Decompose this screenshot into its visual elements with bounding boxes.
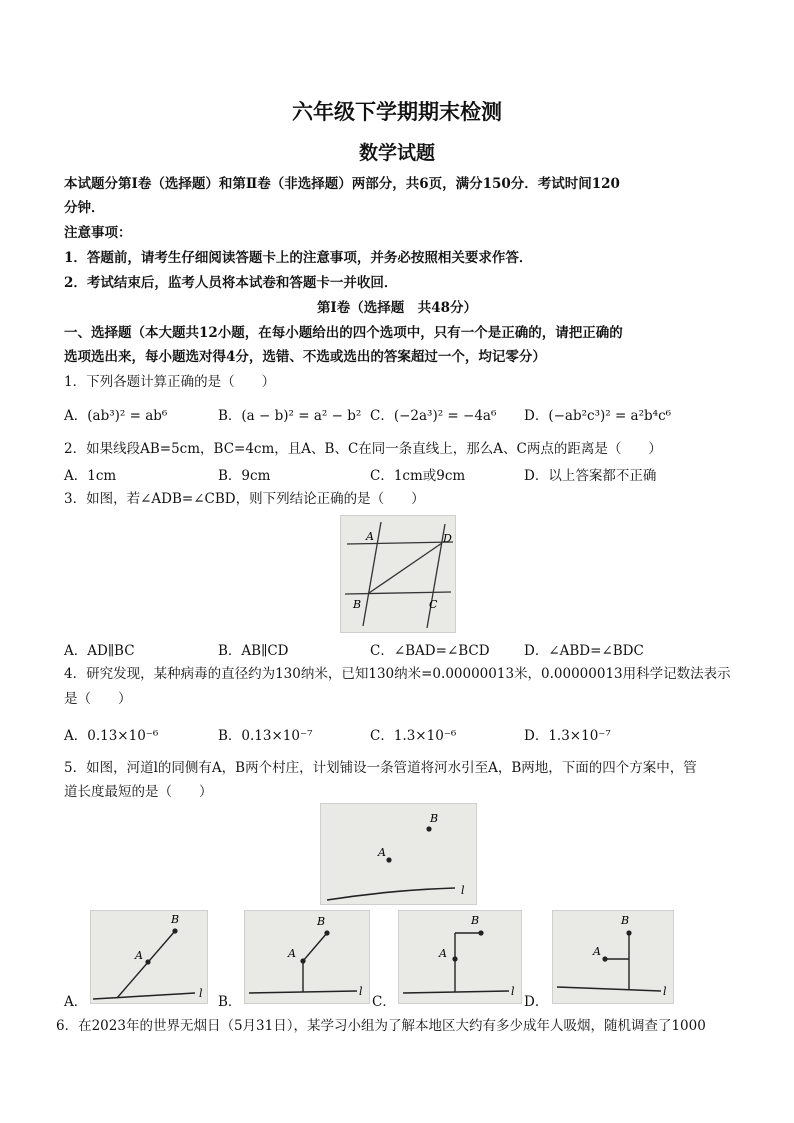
q6-stem: 6．在2023年的世界无烟日（5月31日），某学习小组为了解本地区大约有多少成年人吸烟，随机调查了1000	[56, 1018, 706, 1034]
q2-option-b: B．9cm	[218, 468, 271, 484]
q5b-label-b: B	[317, 915, 326, 928]
q5a-label-a: A	[135, 949, 143, 962]
q2-option-c: C．1cm或9cm	[370, 468, 466, 484]
intro-line-2: 分钟．	[64, 200, 105, 216]
q5a-label-b: B	[171, 913, 180, 926]
q3-option-b: B．AB∥CD	[218, 643, 289, 659]
q1-option-d: D．(−ab²c³)² = a²b⁴c⁶	[524, 408, 672, 424]
q5d-label-l: l	[663, 985, 667, 998]
notes-heading: 注意事项：	[64, 225, 132, 241]
q4-option-a: A．0.13×10⁻⁶	[64, 728, 159, 744]
q4-option-c: C．1.3×10⁻⁶	[370, 728, 457, 744]
q1-option-c: C．(−2a³)² = −4a⁶	[370, 408, 497, 424]
q5-option-d-label: D．	[524, 994, 549, 1010]
intro-line-1: 本试题分第Ⅰ卷（选择题）和第Ⅱ卷（非选择题）两部分，共6页，满分150分．考试时间120	[64, 176, 620, 192]
page-subtitle: 数学试题	[358, 142, 435, 164]
note-2: 2．考试结束后，监考人员将本试卷和答题卡一并收回．	[64, 275, 398, 291]
q3-stem: 3．如图，若∠ADB=∠CBD，则下列结论正确的是（ ）	[64, 491, 425, 507]
q5-label-b: B	[430, 812, 439, 825]
part1-heading: 第Ⅰ卷（选择题 共48分）	[316, 300, 478, 316]
q5-option-a-label: A．	[64, 994, 88, 1010]
q3-option-a: A．AD∥BC	[64, 643, 135, 659]
q5-option-b-label: B．	[218, 994, 242, 1010]
q3-label-b: B	[353, 598, 362, 611]
section-instructions-1: 一、选择题（本大题共12小题，在每小题给出的四个选项中，只有一个是正确的，请把正确的	[64, 325, 623, 341]
page-title: 六年级下学期期末检测	[292, 99, 502, 124]
q4-option-d: D．1.3×10⁻⁷	[524, 728, 611, 744]
q2-stem: 2．如果线段AB=5cm，BC=4cm，且A、B、C在同一条直线上，那么A、C两点的距离是（ ）	[64, 441, 662, 457]
note-1: 1．答题前，请考生仔细阅读答题卡上的注意事项，并务必按照相关要求作答．	[64, 250, 533, 266]
q3-figure	[340, 515, 456, 633]
q5a-label-l: l	[199, 987, 203, 1000]
section-instructions-2: 选项选出来，每小题选对得4分，选错、不选或选出的答案超过一个，均记零分）	[64, 349, 546, 365]
q3-option-d: D．∠ABD=∠BDC	[524, 643, 644, 659]
q3-label-c: C	[429, 598, 438, 611]
q5-stem-2: 道长度最短的是（ ）	[64, 784, 213, 800]
q5-stem-1: 5．如图，河道l的同侧有A，B两个村庄，计划铺设一条管道将河水引至A，B两地，下面的四个方案中，管	[64, 760, 697, 776]
q5-option-c-label: C．	[372, 994, 396, 1010]
q5-option-a-figure	[90, 910, 208, 1004]
q3-label-a: A	[366, 530, 374, 543]
q5b-label-l: l	[359, 985, 363, 998]
q5c-label-b: B	[471, 914, 480, 927]
q5d-label-b: B	[621, 914, 630, 927]
q5c-label-l: l	[511, 985, 515, 998]
q5-label-a: A	[378, 846, 386, 859]
q5d-label-a: A	[593, 945, 601, 958]
q5-main-figure	[320, 803, 477, 905]
q2-option-a: A．1cm	[64, 468, 117, 484]
q4-stem-2: 是（ ）	[64, 691, 132, 707]
q5-option-c-figure	[398, 910, 522, 1004]
q5-label-l: l	[461, 884, 465, 897]
q5-option-d-figure	[552, 910, 674, 1004]
q2-option-d: D．以上答案都不正确	[524, 468, 657, 484]
q4-option-b: B．0.13×10⁻⁷	[218, 728, 313, 744]
q3-label-d: D	[443, 532, 452, 545]
q1-option-a: A．(ab³)² = ab⁶	[64, 408, 168, 424]
q5b-label-a: A	[288, 947, 296, 960]
q1-stem: 1．下列各题计算正确的是（ ）	[64, 374, 276, 390]
q3-option-c: C．∠BAD=∠BCD	[370, 643, 490, 659]
q4-stem-1: 4．研究发现，某种病毒的直径约为130纳米，已知130纳米=0.00000013米，0.00000013用科学记数法表示	[64, 666, 731, 682]
q5-option-b-figure	[244, 910, 370, 1004]
q1-option-b: B．(a − b)² = a² − b²	[218, 408, 362, 424]
q5c-label-a: A	[439, 947, 447, 960]
